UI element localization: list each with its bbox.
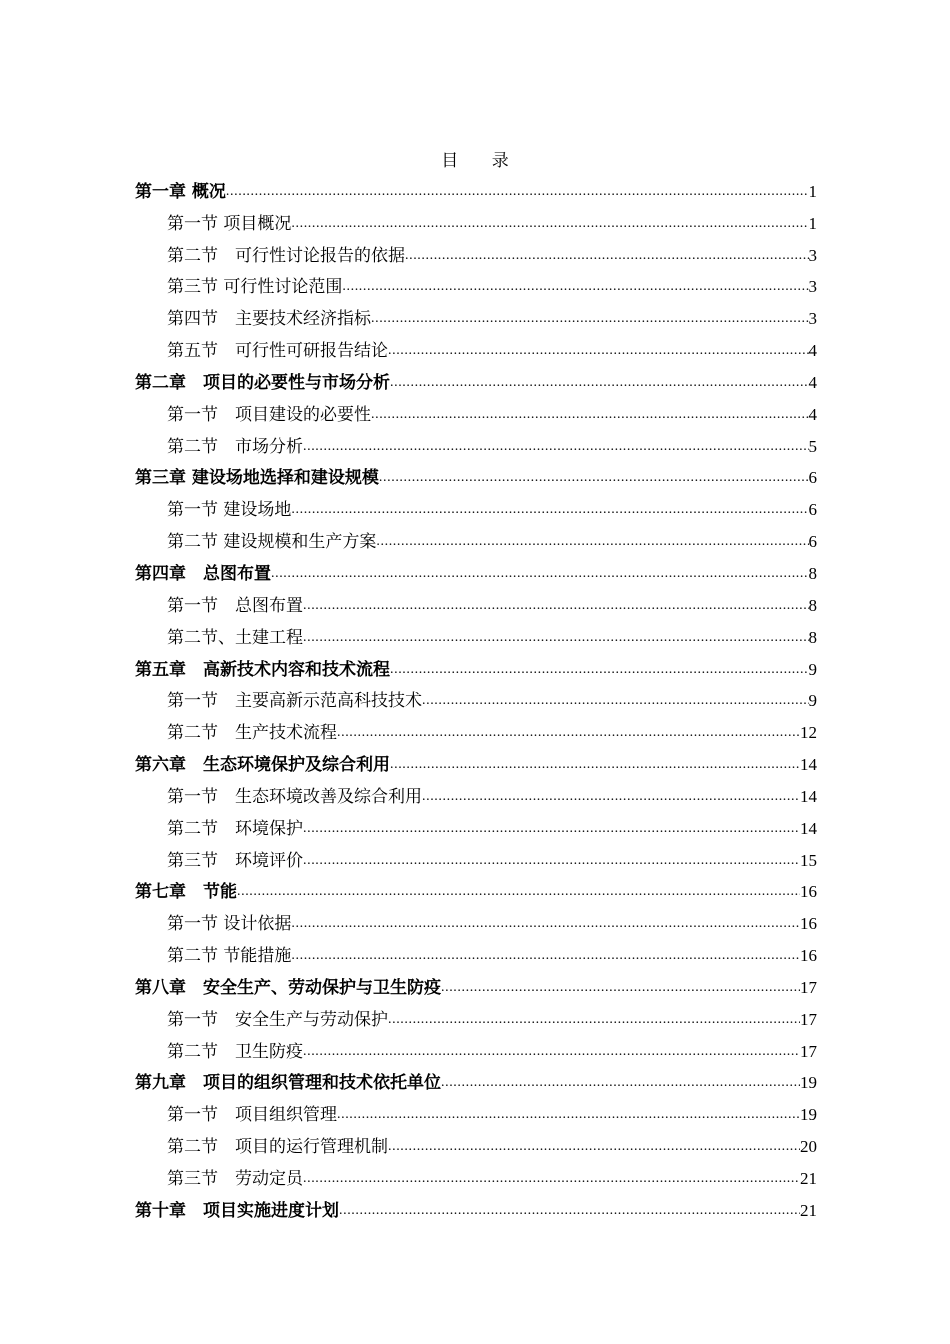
toc-entry-page: 20: [800, 1137, 817, 1157]
toc-entry-page: 19: [800, 1073, 817, 1093]
toc-entry-label: 第五节 可行性可研报告结论: [167, 341, 388, 362]
dot-leader: [422, 790, 800, 804]
toc-entry-page: 21: [800, 1169, 817, 1188]
toc-entry-label: 第三节 环境评价: [167, 850, 303, 871]
dot-leader: [441, 981, 800, 995]
dot-leader: [337, 726, 800, 740]
dot-leader: [390, 376, 809, 390]
toc-entry-page: 8: [808, 595, 817, 615]
toc-entry[interactable]: [135, 616, 817, 648]
toc-entry-page: 3: [808, 245, 817, 265]
toc-entry-label: 第一章 概况: [135, 181, 226, 202]
dot-leader: [271, 567, 809, 581]
toc-entry[interactable]: [135, 361, 817, 393]
toc-entry-page: 6: [808, 468, 817, 488]
toc-entry-label: 第九章 项目的组织管理和技术依托单位: [135, 1073, 441, 1094]
dot-leader: [339, 1204, 800, 1218]
toc-entry-label: 第一节 项目组织管理: [167, 1105, 337, 1126]
toc-entry-label: 第四章 总图布置: [135, 563, 271, 584]
toc-entry-page: 3: [808, 277, 817, 297]
dot-leader: [337, 1108, 800, 1122]
toc-entry-label: 第二节、土建工程: [167, 627, 303, 648]
dot-leader: [303, 631, 809, 645]
toc-entry[interactable]: [135, 266, 817, 298]
dot-leader: [371, 408, 809, 422]
toc-entry-label: 第一节 设计依据: [167, 914, 292, 935]
toc-entry-label: 第二节 生产技术流程: [167, 723, 337, 744]
toc-entry-label: 第七章 节能: [135, 882, 237, 903]
toc-entry-label: 第一节 项目概况: [167, 213, 292, 234]
dot-leader: [303, 440, 809, 454]
toc-entry-label: 第二节 环境保护: [167, 818, 303, 839]
toc-entry[interactable]: [135, 584, 817, 616]
toc-entry-label: 第三节 劳动定员: [167, 1169, 303, 1189]
dot-leader: [303, 599, 809, 613]
toc-entry-label: 第二节 节能措施: [167, 946, 292, 967]
toc-entry-page: 6: [808, 532, 817, 552]
toc-entry[interactable]: [135, 775, 817, 807]
toc-entry[interactable]: [135, 1030, 817, 1062]
dot-leader: [237, 885, 800, 899]
toc-entry-label: 第十章 项目实施进度计划: [135, 1200, 339, 1221]
toc-entry[interactable]: [135, 1125, 817, 1157]
toc-entry-page: 6: [808, 500, 817, 520]
toc-entry-label: 第一节 主要高新示范高科技技术: [167, 691, 422, 712]
toc-entry-label: 第一节 建设场地: [167, 500, 292, 521]
toc-entry-page: 16: [800, 882, 817, 902]
toc-title: 目 录: [441, 151, 523, 171]
dot-leader: [390, 663, 809, 677]
toc-entry-label: 第二节 可行性讨论报告的依据: [167, 245, 405, 266]
toc-entry-label: 第三章 建设场地选择和建设规模: [135, 468, 379, 489]
toc-entry-page: 3: [808, 309, 817, 329]
toc-entry[interactable]: [135, 902, 817, 934]
toc-entry-page: 4: [808, 404, 817, 424]
toc-entry[interactable]: [135, 998, 817, 1030]
dot-leader: [376, 535, 808, 549]
toc-entry-page: 14: [800, 755, 817, 775]
toc-entry[interactable]: [135, 234, 817, 266]
dot-leader: [303, 854, 800, 868]
toc-entry[interactable]: [135, 457, 817, 489]
dot-leader: [388, 1013, 800, 1027]
toc-entry[interactable]: [135, 552, 817, 584]
toc-entry[interactable]: [135, 170, 817, 202]
dot-leader: [303, 1172, 800, 1186]
toc-entry[interactable]: [135, 520, 817, 552]
toc-entry-page: 8: [808, 627, 817, 647]
toc-entry-page: 17: [800, 1041, 817, 1061]
toc-entry-label: 第八章 安全生产、劳动保护与卫生防疫: [135, 977, 441, 998]
dot-leader: [303, 1045, 800, 1059]
toc-entry[interactable]: [135, 329, 817, 361]
toc-entry-label: 第一节 项目建设的必要性: [167, 404, 371, 425]
toc-entry[interactable]: [135, 934, 817, 966]
dot-leader: [390, 758, 800, 772]
toc-entry-label: 第二节 卫生防疫: [167, 1041, 303, 1062]
toc-entry-label: 第二章 项目的必要性与市场分析: [135, 372, 390, 393]
toc-entry[interactable]: [135, 425, 817, 457]
toc-entry-page: 1: [808, 213, 817, 233]
dot-leader: [303, 822, 800, 836]
toc-entry-page: 12: [800, 723, 817, 743]
toc-entry-label: 第一节 安全生产与劳动保护: [167, 1009, 388, 1030]
toc-entry[interactable]: [135, 1093, 817, 1125]
toc-entry[interactable]: [135, 1062, 817, 1094]
dot-leader: [379, 471, 809, 485]
dot-leader: [342, 280, 808, 294]
toc-entry-label: 第六章 生态环境保护及综合利用: [135, 755, 390, 776]
toc-entry-page: 9: [808, 659, 817, 679]
toc-entry-label: 第三节 可行性讨论范围: [167, 277, 343, 298]
dot-leader: [291, 949, 800, 963]
toc-entry-page: 14: [800, 786, 817, 806]
toc-entry-page: 1: [808, 181, 817, 201]
toc-entry-page: 14: [800, 818, 817, 838]
toc-entry-label: 第二节 市场分析: [167, 436, 303, 457]
toc-entry-label: 第一节 总图布置: [167, 595, 303, 616]
table-of-contents: [135, 170, 817, 1221]
toc-entry-page: 17: [800, 1009, 817, 1029]
toc-entry[interactable]: [135, 202, 817, 234]
toc-entry[interactable]: [135, 393, 817, 425]
toc-entry[interactable]: [135, 1157, 817, 1189]
dot-leader: [388, 1140, 800, 1154]
dot-leader: [441, 1076, 800, 1090]
toc-entry[interactable]: [135, 807, 817, 839]
dot-leader: [291, 503, 808, 517]
toc-entry-page: 16: [800, 914, 817, 934]
toc-entry-page: 9: [808, 691, 817, 711]
toc-entry-page: 8: [808, 563, 817, 583]
toc-entry-page: 5: [808, 436, 817, 456]
toc-entry-label: 第五章 高新技术内容和技术流程: [135, 659, 390, 680]
toc-entry[interactable]: [135, 1189, 817, 1221]
toc-entry-page: 16: [800, 946, 817, 966]
toc-entry[interactable]: [135, 488, 817, 520]
dot-leader: [422, 694, 809, 708]
dot-leader: [371, 312, 809, 326]
dot-leader: [405, 249, 809, 263]
toc-entry-page: 21: [800, 1200, 817, 1220]
toc-entry[interactable]: [135, 966, 817, 998]
toc-entry[interactable]: [135, 297, 817, 329]
toc-entry[interactable]: [135, 680, 817, 712]
dot-leader: [226, 185, 809, 199]
dot-leader: [291, 917, 800, 931]
toc-entry-page: 15: [800, 850, 817, 870]
toc-entry-page: 17: [800, 977, 817, 997]
toc-entry[interactable]: [135, 648, 817, 680]
toc-entry-page: 4: [808, 341, 817, 361]
toc-entry-label: 第一节 生态环境改善及综合利用: [167, 786, 422, 807]
toc-entry-label: 第二节 建设规模和生产方案: [167, 532, 377, 553]
toc-entry-page: 19: [800, 1105, 817, 1125]
toc-entry[interactable]: [135, 839, 817, 871]
toc-entry-label: 第四节 主要技术经济指标: [167, 309, 371, 330]
dot-leader: [291, 217, 808, 231]
toc-entry[interactable]: [135, 743, 817, 775]
toc-entry-page: 4: [808, 372, 817, 392]
dot-leader: [388, 344, 809, 358]
toc-entry-label: 第二节 项目的运行管理机制: [167, 1137, 388, 1158]
toc-entry[interactable]: [135, 711, 817, 743]
toc-entry[interactable]: [135, 871, 817, 903]
